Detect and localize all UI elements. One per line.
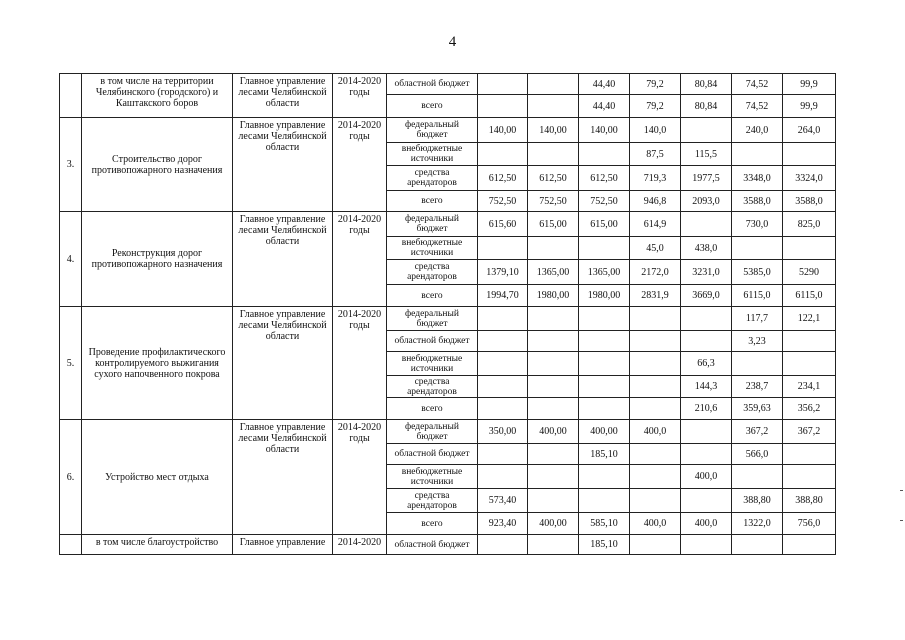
- table-cell: [783, 143, 836, 166]
- table-cell: [579, 398, 630, 420]
- table-cell: 612,50: [478, 166, 528, 191]
- table-row: [60, 535, 836, 555]
- table-cell: 2014-2020: [333, 535, 387, 555]
- table-cell: [681, 307, 732, 331]
- budget-table-wrapper: [59, 73, 836, 555]
- table-cell: 210,6: [681, 398, 732, 420]
- table-cell: 2014-2020 годы: [333, 74, 387, 118]
- table-cell: 825,0: [783, 212, 836, 237]
- table-cell: 6115,0: [783, 285, 836, 307]
- table-cell: 6115,0: [732, 285, 783, 307]
- table-cell: 400,00: [528, 513, 579, 535]
- table-cell: всего: [387, 513, 478, 535]
- table-cell: [528, 307, 579, 331]
- table-cell: [528, 143, 579, 166]
- table-cell: 185,10: [579, 535, 630, 555]
- table-cell: внебюджетные источники: [387, 465, 478, 489]
- table-cell: 2831,9: [630, 285, 681, 307]
- table-cell: всего: [387, 398, 478, 420]
- table-cell: федеральный бюджет: [387, 212, 478, 237]
- table-cell: [732, 237, 783, 260]
- table-cell: 615,00: [579, 212, 630, 237]
- table-row: [60, 74, 836, 95]
- table-cell: [478, 352, 528, 376]
- table-cell: Реконструкция дорог противопожарного назначения: [82, 212, 233, 307]
- table-cell: [528, 376, 579, 398]
- table-cell: 115,5: [681, 143, 732, 166]
- table-cell: [528, 489, 579, 513]
- table-cell: [579, 307, 630, 331]
- table-cell: [630, 535, 681, 555]
- table-cell: 140,00: [478, 118, 528, 143]
- table-cell: 1980,00: [528, 285, 579, 307]
- table-cell: 3588,0: [783, 191, 836, 212]
- table-cell: 612,50: [528, 166, 579, 191]
- table-cell: 234,1: [783, 376, 836, 398]
- table-cell: [579, 331, 630, 352]
- table-cell: [630, 376, 681, 398]
- table-cell: федеральный бюджет: [387, 420, 478, 444]
- table-cell: 3.: [60, 118, 82, 212]
- table-cell: 359,63: [732, 398, 783, 420]
- table-cell: 730,0: [732, 212, 783, 237]
- table-cell: [478, 444, 528, 465]
- table-cell: [732, 352, 783, 376]
- table-cell: 946,8: [630, 191, 681, 212]
- table-cell: 117,7: [732, 307, 783, 331]
- table-cell: областной бюджет: [387, 331, 478, 352]
- scan-edge-mark: [900, 490, 903, 491]
- table-cell: [528, 237, 579, 260]
- table-cell: 3348,0: [732, 166, 783, 191]
- table-cell: 615,60: [478, 212, 528, 237]
- table-cell: 238,7: [732, 376, 783, 398]
- table-cell: [478, 398, 528, 420]
- table-cell: 388,80: [732, 489, 783, 513]
- table-cell: 185,10: [579, 444, 630, 465]
- table-cell: 87,5: [630, 143, 681, 166]
- table-cell: 2014-2020 годы: [333, 420, 387, 535]
- table-cell: [478, 237, 528, 260]
- table-cell: 79,2: [630, 74, 681, 95]
- table-cell: [630, 489, 681, 513]
- table-cell: 566,0: [732, 444, 783, 465]
- table-row: [60, 307, 836, 331]
- table-cell: [528, 444, 579, 465]
- table-cell: 5290: [783, 260, 836, 285]
- table-cell: [528, 352, 579, 376]
- table-cell: [60, 535, 82, 555]
- table-cell: [528, 535, 579, 555]
- table-cell: 1977,5: [681, 166, 732, 191]
- table-cell: 367,2: [732, 420, 783, 444]
- table-cell: 1365,00: [579, 260, 630, 285]
- table-cell: 1322,0: [732, 513, 783, 535]
- table-cell: областной бюджет: [387, 74, 478, 95]
- table-cell: [630, 444, 681, 465]
- table-cell: [630, 398, 681, 420]
- table-cell: 2014-2020 годы: [333, 307, 387, 420]
- table-cell: 2172,0: [630, 260, 681, 285]
- table-cell: 923,40: [478, 513, 528, 535]
- table-cell: 438,0: [681, 237, 732, 260]
- table-cell: 400,0: [681, 513, 732, 535]
- table-cell: [630, 352, 681, 376]
- table-cell: 122,1: [783, 307, 836, 331]
- table-cell: [478, 535, 528, 555]
- table-cell: 350,00: [478, 420, 528, 444]
- table-cell: всего: [387, 95, 478, 118]
- table-cell: [579, 143, 630, 166]
- table-cell: средства арендаторов: [387, 489, 478, 513]
- table-cell: в том числе на территории Челябинского (городского) и Каштакского боров: [82, 74, 233, 118]
- table-cell: [783, 352, 836, 376]
- table-cell: [478, 376, 528, 398]
- budget-table: [59, 73, 836, 555]
- table-cell: 752,50: [478, 191, 528, 212]
- table-cell: 752,50: [579, 191, 630, 212]
- table-row: [60, 118, 836, 143]
- table-cell: [681, 420, 732, 444]
- table-cell: [732, 465, 783, 489]
- table-cell: 400,00: [579, 420, 630, 444]
- table-cell: 2014-2020 годы: [333, 118, 387, 212]
- table-cell: 6.: [60, 420, 82, 535]
- table-cell: федеральный бюджет: [387, 118, 478, 143]
- table-row: [60, 212, 836, 237]
- table-row: [60, 420, 836, 444]
- table-cell: [783, 535, 836, 555]
- table-cell: внебюджетные источники: [387, 237, 478, 260]
- table-cell: 3,23: [732, 331, 783, 352]
- table-cell: [579, 237, 630, 260]
- table-cell: Устройство мест отдыха: [82, 420, 233, 535]
- table-cell: Главное управление: [233, 535, 333, 555]
- table-cell: федеральный бюджет: [387, 307, 478, 331]
- table-cell: [478, 465, 528, 489]
- table-cell: внебюджетные источники: [387, 143, 478, 166]
- table-cell: [579, 489, 630, 513]
- table-cell: 612,50: [579, 166, 630, 191]
- table-cell: 1980,00: [579, 285, 630, 307]
- table-cell: 66,3: [681, 352, 732, 376]
- table-cell: [681, 118, 732, 143]
- table-cell: [579, 465, 630, 489]
- table-cell: [732, 143, 783, 166]
- table-cell: [783, 465, 836, 489]
- table-cell: 5.: [60, 307, 82, 420]
- table-cell: 400,0: [630, 420, 681, 444]
- table-cell: [478, 331, 528, 352]
- table-cell: областной бюджет: [387, 535, 478, 555]
- table-cell: 74,52: [732, 95, 783, 118]
- table-cell: 573,40: [478, 489, 528, 513]
- table-cell: 2093,0: [681, 191, 732, 212]
- table-cell: [681, 489, 732, 513]
- table-cell: [681, 535, 732, 555]
- table-cell: [528, 95, 579, 118]
- table-cell: [60, 74, 82, 118]
- table-cell: [478, 143, 528, 166]
- table-cell: 3588,0: [732, 191, 783, 212]
- table-cell: 140,0: [630, 118, 681, 143]
- table-cell: 614,9: [630, 212, 681, 237]
- table-cell: 140,00: [528, 118, 579, 143]
- table-cell: областной бюджет: [387, 444, 478, 465]
- table-cell: 752,50: [528, 191, 579, 212]
- table-cell: 80,84: [681, 74, 732, 95]
- table-cell: 74,52: [732, 74, 783, 95]
- table-cell: [783, 237, 836, 260]
- table-cell: 140,00: [579, 118, 630, 143]
- table-cell: [630, 331, 681, 352]
- table-cell: 99,9: [783, 74, 836, 95]
- table-cell: [630, 465, 681, 489]
- table-cell: 4.: [60, 212, 82, 307]
- table-cell: 44,40: [579, 74, 630, 95]
- table-cell: [579, 352, 630, 376]
- table-cell: 79,2: [630, 95, 681, 118]
- table-cell: 240,0: [732, 118, 783, 143]
- table-cell: 400,0: [630, 513, 681, 535]
- table-cell: Главное управление лесами Челябинской области: [233, 212, 333, 307]
- table-cell: 3324,0: [783, 166, 836, 191]
- table-cell: 615,00: [528, 212, 579, 237]
- table-cell: средства арендаторов: [387, 260, 478, 285]
- table-cell: внебюджетные источники: [387, 352, 478, 376]
- table-cell: всего: [387, 285, 478, 307]
- table-cell: 400,00: [528, 420, 579, 444]
- table-cell: средства арендаторов: [387, 376, 478, 398]
- page-number: 4: [448, 34, 457, 50]
- table-cell: 44,40: [579, 95, 630, 118]
- table-cell: 3669,0: [681, 285, 732, 307]
- table-cell: 5385,0: [732, 260, 783, 285]
- table-cell: всего: [387, 191, 478, 212]
- table-cell: 356,2: [783, 398, 836, 420]
- table-cell: Главное управление лесами Челябинской области: [233, 307, 333, 420]
- table-cell: [478, 74, 528, 95]
- table-cell: 1994,70: [478, 285, 528, 307]
- scan-edge-mark: [900, 520, 903, 521]
- table-cell: [528, 74, 579, 95]
- table-cell: [681, 331, 732, 352]
- table-cell: Строительство дорог противопожарного назначения: [82, 118, 233, 212]
- table-cell: средства арендаторов: [387, 166, 478, 191]
- table-cell: 45,0: [630, 237, 681, 260]
- table-cell: 367,2: [783, 420, 836, 444]
- table-cell: 719,3: [630, 166, 681, 191]
- table-cell: [528, 331, 579, 352]
- table-cell: Главное управление лесами Челябинской области: [233, 74, 333, 118]
- table-cell: 400,0: [681, 465, 732, 489]
- table-cell: [783, 444, 836, 465]
- table-cell: 80,84: [681, 95, 732, 118]
- table-cell: Главное управление лесами Челябинской области: [233, 118, 333, 212]
- table-cell: 1365,00: [528, 260, 579, 285]
- table-cell: 1379,10: [478, 260, 528, 285]
- table-cell: Проведение профилактического контролируемого выжигания сухого напочвенного покрова: [82, 307, 233, 420]
- table-cell: 2014-2020 годы: [333, 212, 387, 307]
- table-cell: 585,10: [579, 513, 630, 535]
- table-cell: [732, 535, 783, 555]
- table-cell: [630, 307, 681, 331]
- table-cell: 756,0: [783, 513, 836, 535]
- table-cell: 264,0: [783, 118, 836, 143]
- table-cell: 144,3: [681, 376, 732, 398]
- table-cell: [681, 444, 732, 465]
- table-cell: в том числе благоустройство: [82, 535, 233, 555]
- table-cell: Главное управление лесами Челябинской области: [233, 420, 333, 535]
- table-cell: 3231,0: [681, 260, 732, 285]
- table-cell: [528, 398, 579, 420]
- table-cell: [783, 331, 836, 352]
- table-cell: [528, 465, 579, 489]
- table-cell: [478, 95, 528, 118]
- table-cell: [681, 212, 732, 237]
- table-cell: 388,80: [783, 489, 836, 513]
- table-cell: [579, 376, 630, 398]
- table-cell: 99,9: [783, 95, 836, 118]
- table-cell: [478, 307, 528, 331]
